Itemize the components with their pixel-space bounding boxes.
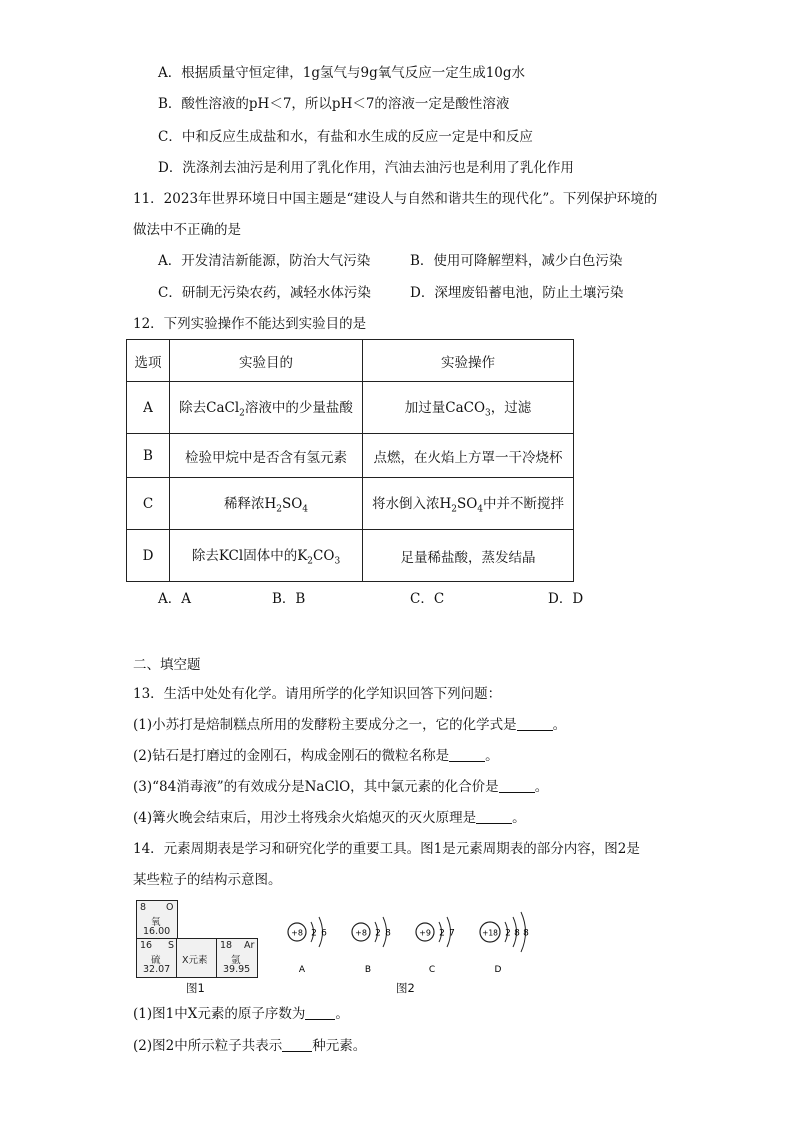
- atom-label-d: D: [494, 965, 502, 975]
- row-purpose: 稀释浓$H_2SO_4$: [170, 478, 363, 530]
- q14-part1: (1)图1中X元素的原子序数为 。: [133, 1006, 349, 1022]
- answer-blank[interactable]: [305, 1005, 335, 1020]
- atom-diagram-a: [288, 917, 327, 947]
- atom-label-c: C: [428, 965, 436, 975]
- q12-choice-c: C．C: [410, 591, 445, 607]
- atom-structure-figure: [280, 900, 550, 995]
- q14-part2: (2)图2中所示粒子共表示 种元素。: [133, 1038, 367, 1054]
- q11-option-d: D．深埋废铅蓄电池，防止土壤污染: [410, 285, 624, 301]
- row-option: B: [127, 434, 170, 478]
- shell-count: 2: [439, 928, 445, 939]
- q13-part4: (4)篝火晚会结束后，用沙土将残余火焰熄灭的灭火原理是 。: [133, 810, 526, 826]
- experiment-table: [126, 339, 574, 582]
- header-operation: 实验操作: [363, 340, 574, 382]
- nucleus-label: +8: [291, 928, 303, 938]
- figure2-caption: 图2: [396, 981, 415, 995]
- shell-count: 8: [523, 928, 529, 939]
- atom-label-b: B: [364, 965, 372, 975]
- table-row: [127, 382, 574, 434]
- q10-option-b: B．酸性溶液的pH＜7，所以pH＜7的溶液一定是酸性溶液: [158, 96, 510, 112]
- q13-part2: (2)钻石是打磨过的金刚石，构成金刚石的微粒名称是 。: [133, 748, 499, 764]
- row-operation: 足量稀盐酸，蒸发结晶: [363, 530, 574, 582]
- nucleus-label: +18: [482, 928, 498, 938]
- q11-option-a: A．开发清洁新能源，防治大气污染: [158, 253, 371, 269]
- cell-x-element: X元素: [176, 938, 218, 978]
- shell-count: 7: [449, 928, 455, 939]
- q11-option-b: B．使用可降解塑料，减少白色污染: [410, 253, 623, 269]
- q12-stem: 12．下列实验操作不能达到实验目的是: [133, 316, 367, 332]
- q12-choice-a: A．A: [158, 591, 191, 607]
- row-purpose: 除去KCl固体中的$K_2CO_3$: [170, 530, 363, 582]
- atom-label-a: A: [298, 965, 306, 975]
- q12-choice-b: B．B: [272, 591, 306, 607]
- q10-option-a: A．根据质量守恒定律，1g氢气与9g氧气反应一定生成10g水: [158, 65, 526, 81]
- q14-stem-line1: 14．元素周期表是学习和研究化学的重要工具。图1是元素周期表的部分内容，图2是: [133, 841, 640, 857]
- cell-sulfur: 16 S 硫 32.07: [136, 938, 178, 978]
- answer-blank[interactable]: [476, 809, 512, 824]
- shell-count: 2: [375, 928, 381, 939]
- nucleus-label: +9: [419, 928, 431, 938]
- table-header-row: [127, 340, 574, 382]
- row-option: D: [127, 530, 170, 582]
- cell-oxygen: 8 O 氧 16.00: [136, 900, 178, 940]
- periodic-table-figure: [132, 900, 262, 995]
- q13-stem: 13．生活中处处有化学。请用所学的化学知识回答下列问题：: [133, 686, 502, 702]
- q12-choice-d: D．D: [548, 591, 584, 607]
- atom-diagrams-svg: [280, 900, 550, 995]
- atom-diagram-c: [416, 917, 455, 947]
- shell-count: 8: [385, 928, 391, 939]
- shell-count: 6: [321, 928, 327, 939]
- row-option: C: [127, 478, 170, 530]
- row-operation: 点燃，在火焰上方罩一干冷烧杯: [363, 434, 574, 478]
- q13-part3: (3)“84消毒液”的有效成分是NaClO，其中氯元素的化合价是 。: [133, 779, 549, 795]
- table-row: [127, 530, 574, 582]
- table-row: [127, 478, 574, 530]
- shell-count: 2: [311, 928, 317, 939]
- answer-blank[interactable]: [517, 716, 553, 731]
- nucleus-label: +8: [355, 928, 367, 938]
- atom-diagram-b: [352, 917, 391, 947]
- answer-blank[interactable]: [499, 778, 535, 793]
- row-operation: 加过量CaCO$_3$，过滤: [363, 382, 574, 434]
- q11-stem-line1: 11．2023年世界环境日中国主题是“建设人与自然和谐共生的现代化”。下列保护环境的: [133, 191, 658, 207]
- q10-option-d: D．洗涤剂去油污是利用了乳化作用，汽油去油污也是利用了乳化作用: [158, 160, 574, 176]
- row-option: A: [127, 382, 170, 434]
- q11-option-c: C．研制无污染农药，减轻水体污染: [158, 285, 371, 301]
- figure1-caption: 图1: [186, 981, 205, 995]
- row-operation: 将水倒入浓$H_2SO_4$中并不断搅拌: [363, 478, 574, 530]
- q14-stem-line2: 某些粒子的结构示意图。: [133, 872, 282, 888]
- answer-blank[interactable]: [449, 747, 485, 762]
- answer-blank[interactable]: [282, 1037, 312, 1052]
- table-row: [127, 434, 574, 478]
- header-option: 选项: [127, 340, 170, 382]
- cell-argon: 18 Ar 氩 39.95: [216, 938, 258, 978]
- shell-count: 2: [505, 928, 511, 939]
- row-purpose: 除去CaCl$_2$溶液中的少量盐酸: [170, 382, 363, 434]
- q11-stem-line2: 做法中不正确的是: [133, 222, 241, 238]
- atom-diagram-d: [480, 912, 529, 952]
- section-title: 二、填空题: [133, 657, 201, 673]
- q13-part1: (1)小苏打是焙制糕点所用的发酵粉主要成分之一，它的化学式是 。: [133, 717, 567, 733]
- row-purpose: 检验甲烷中是否含有氢元素: [170, 434, 363, 478]
- header-purpose: 实验目的: [170, 340, 363, 382]
- q10-option-c: C．中和反应生成盐和水，有盐和水生成的反应一定是中和反应: [158, 129, 533, 145]
- shell-count: 8: [514, 928, 520, 939]
